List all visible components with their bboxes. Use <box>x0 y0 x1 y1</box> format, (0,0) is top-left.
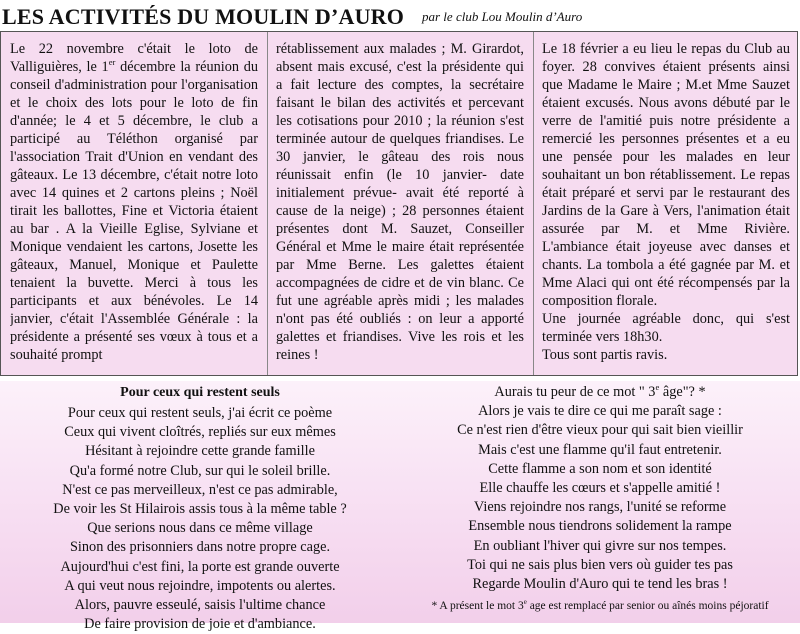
column-1-text-rest: décembre la réunion du conseil d'administration pour l'organisation et le choix des lots pour le loto de fin d'année; le 4 et 5 décembre, le club a participé au Téléthon organisé par l'association Trait d'Union en vendant des gâteaux. Le 13 décembre, c'était notre loto avec 14 quines et 2 cartons pleins ; Noël tirait les ballottes, Fine et Victoria étaient au bar . A la Vieille Eglise, Sylviane et Monique vendaient les cartons, Josette les gâteaux, Manuel, Monique et Paulette tenaient la buvette. Merci à tous les participants et aux bénévoles. Le 14 janvier, c'était l'Assemblée Générale : la présidente a présenté ses vœux à tous et a souhaité prompt <box>10 59 258 363</box>
text-column-1 <box>10 40 258 372</box>
article-byline: par le club Lou Moulin d’Auro <box>422 9 583 24</box>
ordinal-superscript: er <box>108 57 116 68</box>
poem-line: De voir les St Hilairois assis tous à la même table ? <box>53 501 347 518</box>
footnote-asterisk: * <box>431 600 438 613</box>
article-header <box>0 0 800 34</box>
poem-line: N'est ce pas merveilleux, n'est ce pas admirable, <box>62 481 338 498</box>
column-1-text-start: Le 22 novembre c'était le loto de Valliguières, le 1 <box>10 41 258 75</box>
poem-line: A qui veut nous rejoindre, impotents ou alertes. <box>64 577 336 594</box>
poem-line: Que serions nous dans ce même village <box>87 520 313 537</box>
column-3-paragraph-3: Tous sont partis ravis. <box>542 347 668 363</box>
poem-line: Pour ceux qui restent seuls, j'ai écrit ce poème <box>67 405 333 421</box>
ordinal-superscript: e <box>655 382 660 393</box>
poem-line: En oubliant l'hiver qui givre sur nos tempes. <box>473 537 727 554</box>
poem-line: Qu'a formé notre Club, sur qui le soleil brille. <box>69 462 331 479</box>
poem-first-line-start: Aurais tu peur de ce mot " 3 <box>494 384 656 400</box>
poem-line: Sinon des prisonniers dans notre propre cage. <box>69 539 331 556</box>
poem-line: De faire provision de joie et d'ambiance. <box>84 616 316 633</box>
poems-section <box>0 381 800 633</box>
footnote-text-start: A présent le mot 3 <box>437 600 524 613</box>
poem-line: Regarde Moulin d'Auro qui te tend les bras ! <box>472 576 728 593</box>
poem-line: Cette flamme a son nom et son identité <box>488 460 712 477</box>
poem-line: Alors je vais te dire ce qui me paraît sage : <box>478 403 722 420</box>
poem-line: Ensemble nous tiendrons solidement la rampe <box>468 518 732 535</box>
footnote-text-end: age est remplacé par senior ou aînés moins péjoratif <box>526 600 769 613</box>
poem-left <box>0 383 400 634</box>
column-3-paragraph-2: Une journée agréable donc, qui s'est terminée vers 18h30. <box>542 311 790 345</box>
poem-line: Aujourd'hui c'est fini, la porte est grande ouverte <box>60 558 340 575</box>
poem-line <box>400 383 800 402</box>
text-column-2 <box>276 40 524 372</box>
poem-line: Toi qui ne sais plus bien vers où guider tes pas <box>467 556 733 573</box>
poem-line: Hésitant à rejoindre cette grande famille <box>85 443 315 460</box>
poem-line: Alors, pauvre esseulé, saisis l'ultime chance <box>74 597 326 614</box>
poem-title: Pour ceux qui restent seuls <box>120 385 280 400</box>
footnote <box>400 598 800 614</box>
column-2-paragraph: rétablissement aux malades ; M. Girardot, absent mais excusé, c'est la présidente qui a fait lecture des comptes, la secrétaire faisant le bilan des activités et percevant les cotisations pour 2010 ; la réunion s'est terminée autour de quelques friandises. Le 30 janvier, le gâteau des rois nous réunissait enfin (le 10 janvier- date initialement prévue- avait été reporté à cause de la neige) ; 28 personnes étaient présentes dont M. Sauzet, Conseiller Général et Mme le maire était représentée par Mme Berne. Les galettes étaient accompagnées de cidre et de vin blanc. Ce fut une agréable après midi ; les malades n'ont pas été oubliés : on leur a apporté galettes et friandises. Vive les rois et les reines ! <box>276 41 524 363</box>
column-divider <box>533 32 534 375</box>
poem-line: Mais c'est une flamme qu'il faut entretenir. <box>478 441 722 458</box>
poem-line: Ceux qui vivent cloîtrés, repliés sur eux mêmes <box>64 424 336 441</box>
poem-line: Ce n'est rien d'être vieux pour qui sait bien vieillir <box>457 422 743 439</box>
poem-line: Elle chauffe les cœurs et s'appelle amitié ! <box>479 480 721 497</box>
column-3-paragraph-1: Le 18 février a eu lieu le repas du Club au foyer. 28 convives étaient présents ainsi que Madame le Maire ; M.et Mme Sauzet étaient excusés. Nous avons débuté par le verre de l'amitié puis notre présidente a remercié les personnes présentes et a eu une pensée pour les malades en leur souhaitant un bon rétablissement. Le repas était préparé et servi par le restaurant des Jardins de la Gare à Vers, l'animation était assurée par M. et Mme Rivière. L'ambiance était joyeuse avec danses et chants. La tombola a été gagnée par M. et Mme Alaci qui ont été récompensés par la composition florale. <box>542 41 790 309</box>
column-1-paragraph <box>10 40 258 364</box>
poem-first-line-end: âge"? * <box>659 384 706 400</box>
text-column-3 <box>542 40 790 372</box>
poem-right <box>400 383 800 614</box>
column-divider <box>267 32 268 375</box>
article-body-panel <box>0 31 798 376</box>
poem-line: Viens rejoindre nos rangs, l'unité se reforme <box>473 499 727 516</box>
ordinal-superscript: e <box>523 599 527 607</box>
article-title: LES ACTIVITÉS DU MOULIN D’AURO <box>2 4 405 29</box>
